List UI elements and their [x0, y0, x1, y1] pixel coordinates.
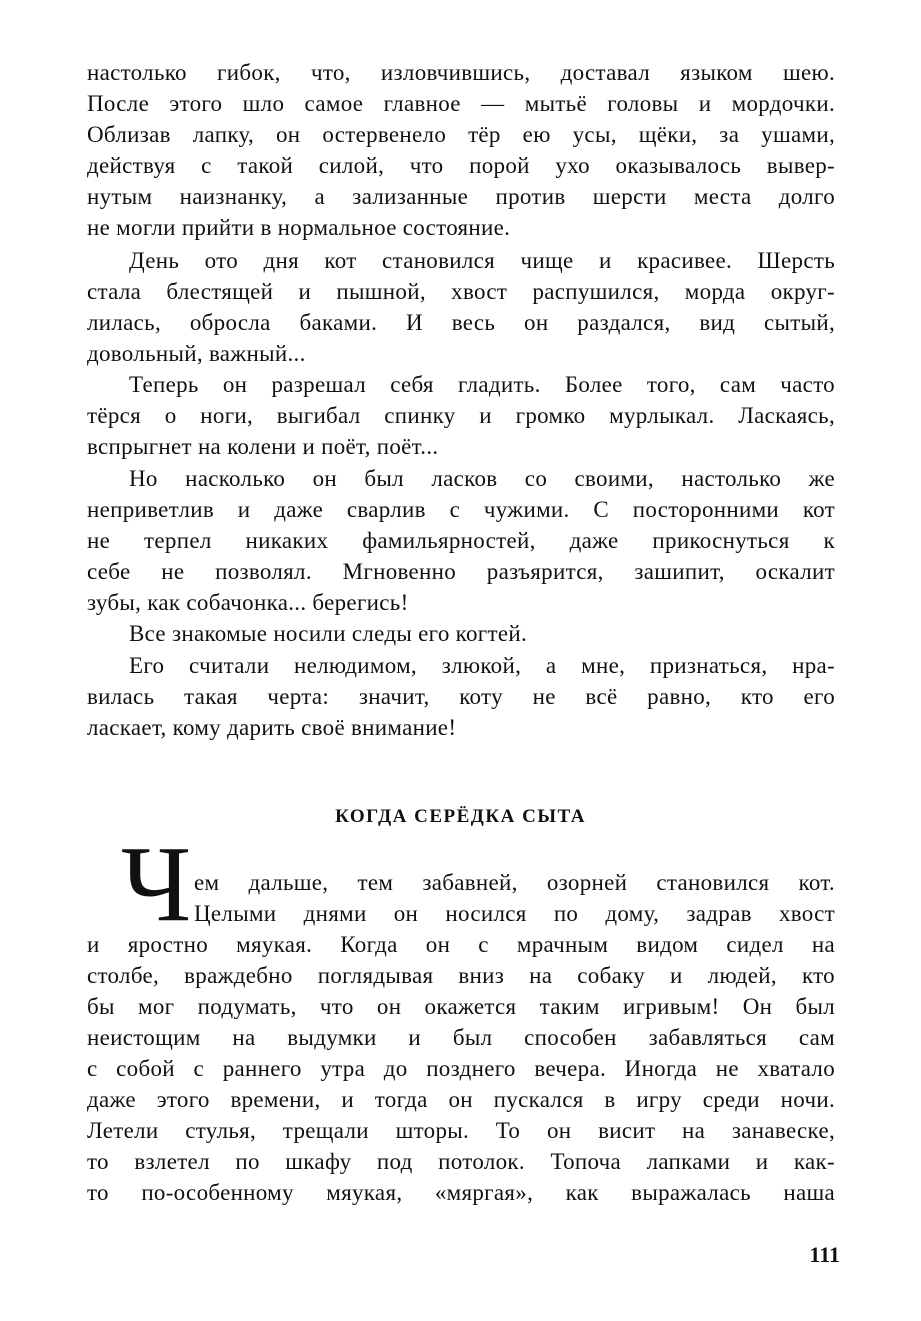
text-line: настолько гибок, что, изловчившись, доставал языком шею. — [87, 60, 835, 85]
paragraph-first-line: Его считали нелюдимом, злюкой, а мне, признаться, нра- — [129, 653, 835, 678]
text-line: даже этого времени, и тогда он пускался в игру среди ночи. — [87, 1087, 835, 1112]
text-line: столбе, враждебно поглядывая вниз на собаку и людей, кто — [87, 963, 835, 988]
text-line: Летели стулья, трещали шторы. То он висит на занавеске, — [87, 1118, 835, 1143]
text-line: После этого шло самое главное — мытьё головы и мордочки. — [87, 91, 835, 116]
text-line: Облизав лапку, он остервенело тёр ею усы, щёки, за ушами, — [87, 122, 835, 147]
text-line: Целыми днями он носился по дому, задрав хвост — [194, 901, 835, 926]
text-line: стала блестящей и пышной, хвост распушился, морда округ- — [87, 279, 835, 304]
text-line: себе не позволял. Мгновенно разъярится, зашипит, оскалит — [87, 559, 835, 584]
paragraph-first-line: Все знакомые носили следы его когтей. — [129, 621, 528, 646]
text-line: не терпел никаких фамильярностей, даже прикоснуться к — [87, 528, 835, 553]
text-line: лилась, обросла баками. И весь он раздался, вид сытый, — [87, 310, 835, 335]
text-line: и яростно мяукая. Когда он с мрачным видом сидел на — [87, 932, 835, 957]
text-line: неистощим на выдумки и был способен забавляться сам — [87, 1025, 835, 1050]
text-line: ласкает, кому дарить своё внимание! — [87, 715, 457, 740]
text-line: то взлетел по шкафу под потолок. Топоча лапками и как- — [87, 1149, 835, 1174]
text-line: то по-особенному мяукая, «мяргая», как выражалась наша — [87, 1180, 835, 1205]
text-line: неприветлив и даже сварлив с чужими. С посторонними кот — [87, 497, 835, 522]
text-line: довольный, важный... — [87, 341, 306, 366]
text-line: ем дальше, тем забавней, озорней становился кот. — [194, 870, 835, 895]
text-line: с собой с раннего утра до позднего вечера. Иногда не хватало — [87, 1056, 835, 1081]
paragraph-first-line: Теперь он разрешал себя гладить. Более того, сам часто — [129, 372, 835, 397]
text-line: тёрся о ноги, выгибал спинку и громко мурлыкал. Ласкаясь, — [87, 403, 835, 428]
text-line: вилась такая черта: значит, коту не всё равно, кто его — [87, 684, 835, 709]
paragraph-first-line: Но насколько он был ласков со своими, настолько же — [129, 466, 835, 491]
paragraph-first-line: День ото дня кот становился чище и красивее. Шерсть — [129, 248, 835, 273]
chapter-heading: КОГДА СЕРЁДКА СЫТА — [335, 806, 586, 827]
text-line: действуя с такой силой, что порой ухо оказывалось вывер- — [87, 153, 835, 178]
page-number: 111 — [809, 1242, 840, 1267]
text-line: нутым наизнанку, а зализанные против шерсти места долго — [87, 184, 835, 209]
text-line: бы мог подумать, что он окажется таким игривым! Он был — [87, 994, 835, 1019]
drop-cap: Ч — [121, 825, 192, 944]
text-line: вспрыгнет на колени и поёт, поёт... — [87, 434, 439, 459]
text-line: не могли прийти в нормальное состояние. — [87, 215, 511, 240]
text-line: зубы, как собачонка... берегись! — [87, 590, 409, 615]
